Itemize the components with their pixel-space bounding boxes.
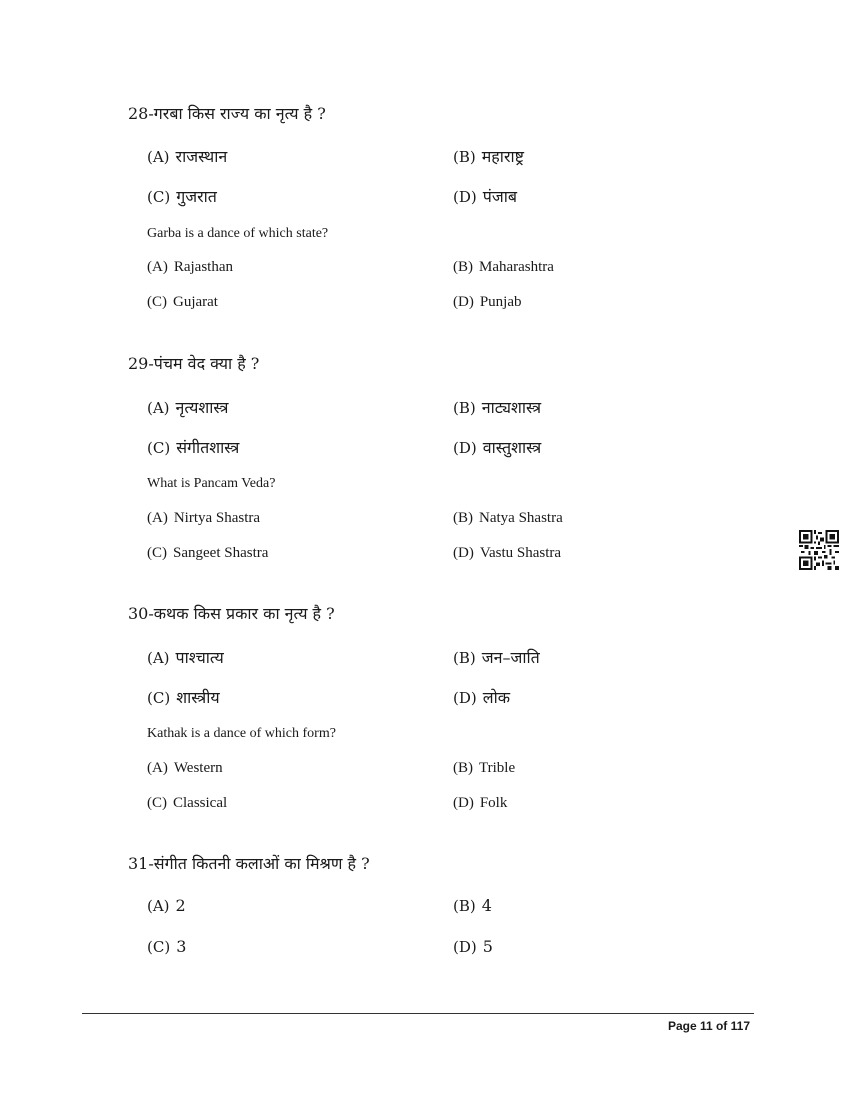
- option-d-english: [453, 795, 507, 812]
- option-label: (D): [453, 689, 477, 707]
- option-text: संगीतशास्त्र: [176, 438, 240, 457]
- option-text: 4: [481, 896, 492, 915]
- qr-code-icon: [799, 530, 839, 570]
- option-d-english: [453, 294, 522, 311]
- option-label: (A): [147, 399, 170, 417]
- option-text: Natya Shastra: [479, 510, 563, 526]
- option-a-hindi: [147, 145, 227, 167]
- question-hindi: 28-गरबा किस राज्य का नृत्य है ?: [128, 104, 326, 123]
- option-label: (A): [147, 649, 170, 667]
- question-english: Garba is a dance of which state?: [147, 226, 329, 241]
- option-b-hindi: [453, 145, 524, 167]
- option-label: (B): [453, 148, 476, 166]
- question-hindi: 31-संगीत कितनी कलाओं का मिश्रण है ?: [128, 854, 370, 873]
- option-text: Gujarat: [173, 294, 218, 310]
- option-c-hindi: [147, 185, 217, 207]
- option-text: शास्त्रीय: [176, 688, 220, 707]
- question-hindi: 29-पंचम वेद क्या है ?: [128, 354, 260, 373]
- option-text: Classical: [173, 795, 228, 811]
- option-text: महाराष्ट्र: [481, 147, 524, 166]
- option-b-english: [453, 510, 563, 527]
- option-label: (B): [453, 510, 473, 526]
- option-text: नृत्यशास्त्र: [175, 398, 229, 417]
- option-b-hindi: [453, 396, 541, 418]
- option-text: नाट्यशास्त्र: [481, 398, 542, 417]
- option-text: Folk: [479, 795, 508, 811]
- option-a-english: [147, 259, 233, 276]
- option-c-english: [147, 294, 218, 311]
- option-d-hindi: [453, 185, 517, 207]
- option-label: (A): [147, 897, 170, 915]
- option-label: (C): [147, 795, 167, 811]
- option-c-hindi: [147, 937, 186, 956]
- option-b-english: [453, 259, 554, 276]
- option-text: 3: [176, 937, 187, 956]
- option-label: (B): [453, 399, 476, 417]
- option-label: (A): [147, 148, 170, 166]
- option-text: Maharashtra: [479, 259, 554, 275]
- option-text: राजस्थान: [175, 147, 228, 166]
- option-a-hindi: [147, 896, 186, 915]
- option-d-english: [453, 545, 561, 562]
- option-text: Punjab: [479, 294, 522, 310]
- option-text: 5: [482, 937, 493, 956]
- option-text: पाश्चात्य: [175, 648, 224, 667]
- option-label: (D): [453, 294, 474, 310]
- option-label: (C): [147, 545, 167, 561]
- option-text: गुजरात: [176, 187, 217, 206]
- option-a-hindi: [147, 396, 228, 418]
- option-text: लोक: [482, 688, 511, 707]
- option-text: वास्तुशास्त्र: [482, 438, 542, 457]
- option-a-english: [147, 760, 223, 777]
- option-a-english: [147, 510, 260, 527]
- option-text: Rajasthan: [173, 259, 233, 275]
- option-c-hindi: [147, 436, 239, 458]
- option-text: 2: [175, 896, 186, 915]
- option-label: (D): [453, 188, 477, 206]
- option-label: (D): [453, 938, 477, 956]
- option-label: (B): [453, 649, 476, 667]
- option-label: (D): [453, 795, 474, 811]
- question-english: What is Pancam Veda?: [147, 476, 276, 491]
- option-label: (A): [147, 259, 168, 275]
- option-c-english: [147, 795, 227, 812]
- footer-divider: [82, 1013, 754, 1014]
- option-d-hindi: [453, 937, 493, 956]
- option-label: (B): [453, 760, 473, 776]
- question-hindi: 30-कथक किस प्रकार का नृत्य है ?: [128, 604, 335, 623]
- option-text: Sangeet Shastra: [173, 545, 269, 561]
- option-label: (A): [147, 510, 168, 526]
- option-b-hindi: [453, 646, 540, 668]
- option-label: (D): [453, 439, 477, 457]
- option-text: पंजाब: [482, 187, 517, 206]
- option-b-english: [453, 760, 515, 777]
- option-b-hindi: [453, 896, 492, 915]
- option-c-english: [147, 545, 268, 562]
- option-text: Western: [173, 760, 223, 776]
- option-label: (C): [147, 938, 171, 956]
- option-d-hindi: [453, 686, 510, 708]
- option-text: Nirtya Shastra: [173, 510, 261, 526]
- option-label: (C): [147, 188, 171, 206]
- option-label: (B): [453, 259, 473, 275]
- option-c-hindi: [147, 686, 220, 708]
- page-number: Page 11 of 117: [667, 1019, 750, 1033]
- question-english: Kathak is a dance of which form?: [147, 726, 336, 741]
- option-a-hindi: [147, 646, 224, 668]
- option-label: (C): [147, 439, 171, 457]
- option-label: (A): [147, 760, 168, 776]
- option-text: Trible: [479, 760, 516, 776]
- option-label: (C): [147, 294, 167, 310]
- option-label: (C): [147, 689, 171, 707]
- option-text: जन–जाति: [481, 648, 540, 667]
- option-text: Vastu Shastra: [479, 545, 562, 561]
- option-label: (D): [453, 545, 474, 561]
- option-label: (B): [453, 897, 476, 915]
- option-d-hindi: [453, 436, 541, 458]
